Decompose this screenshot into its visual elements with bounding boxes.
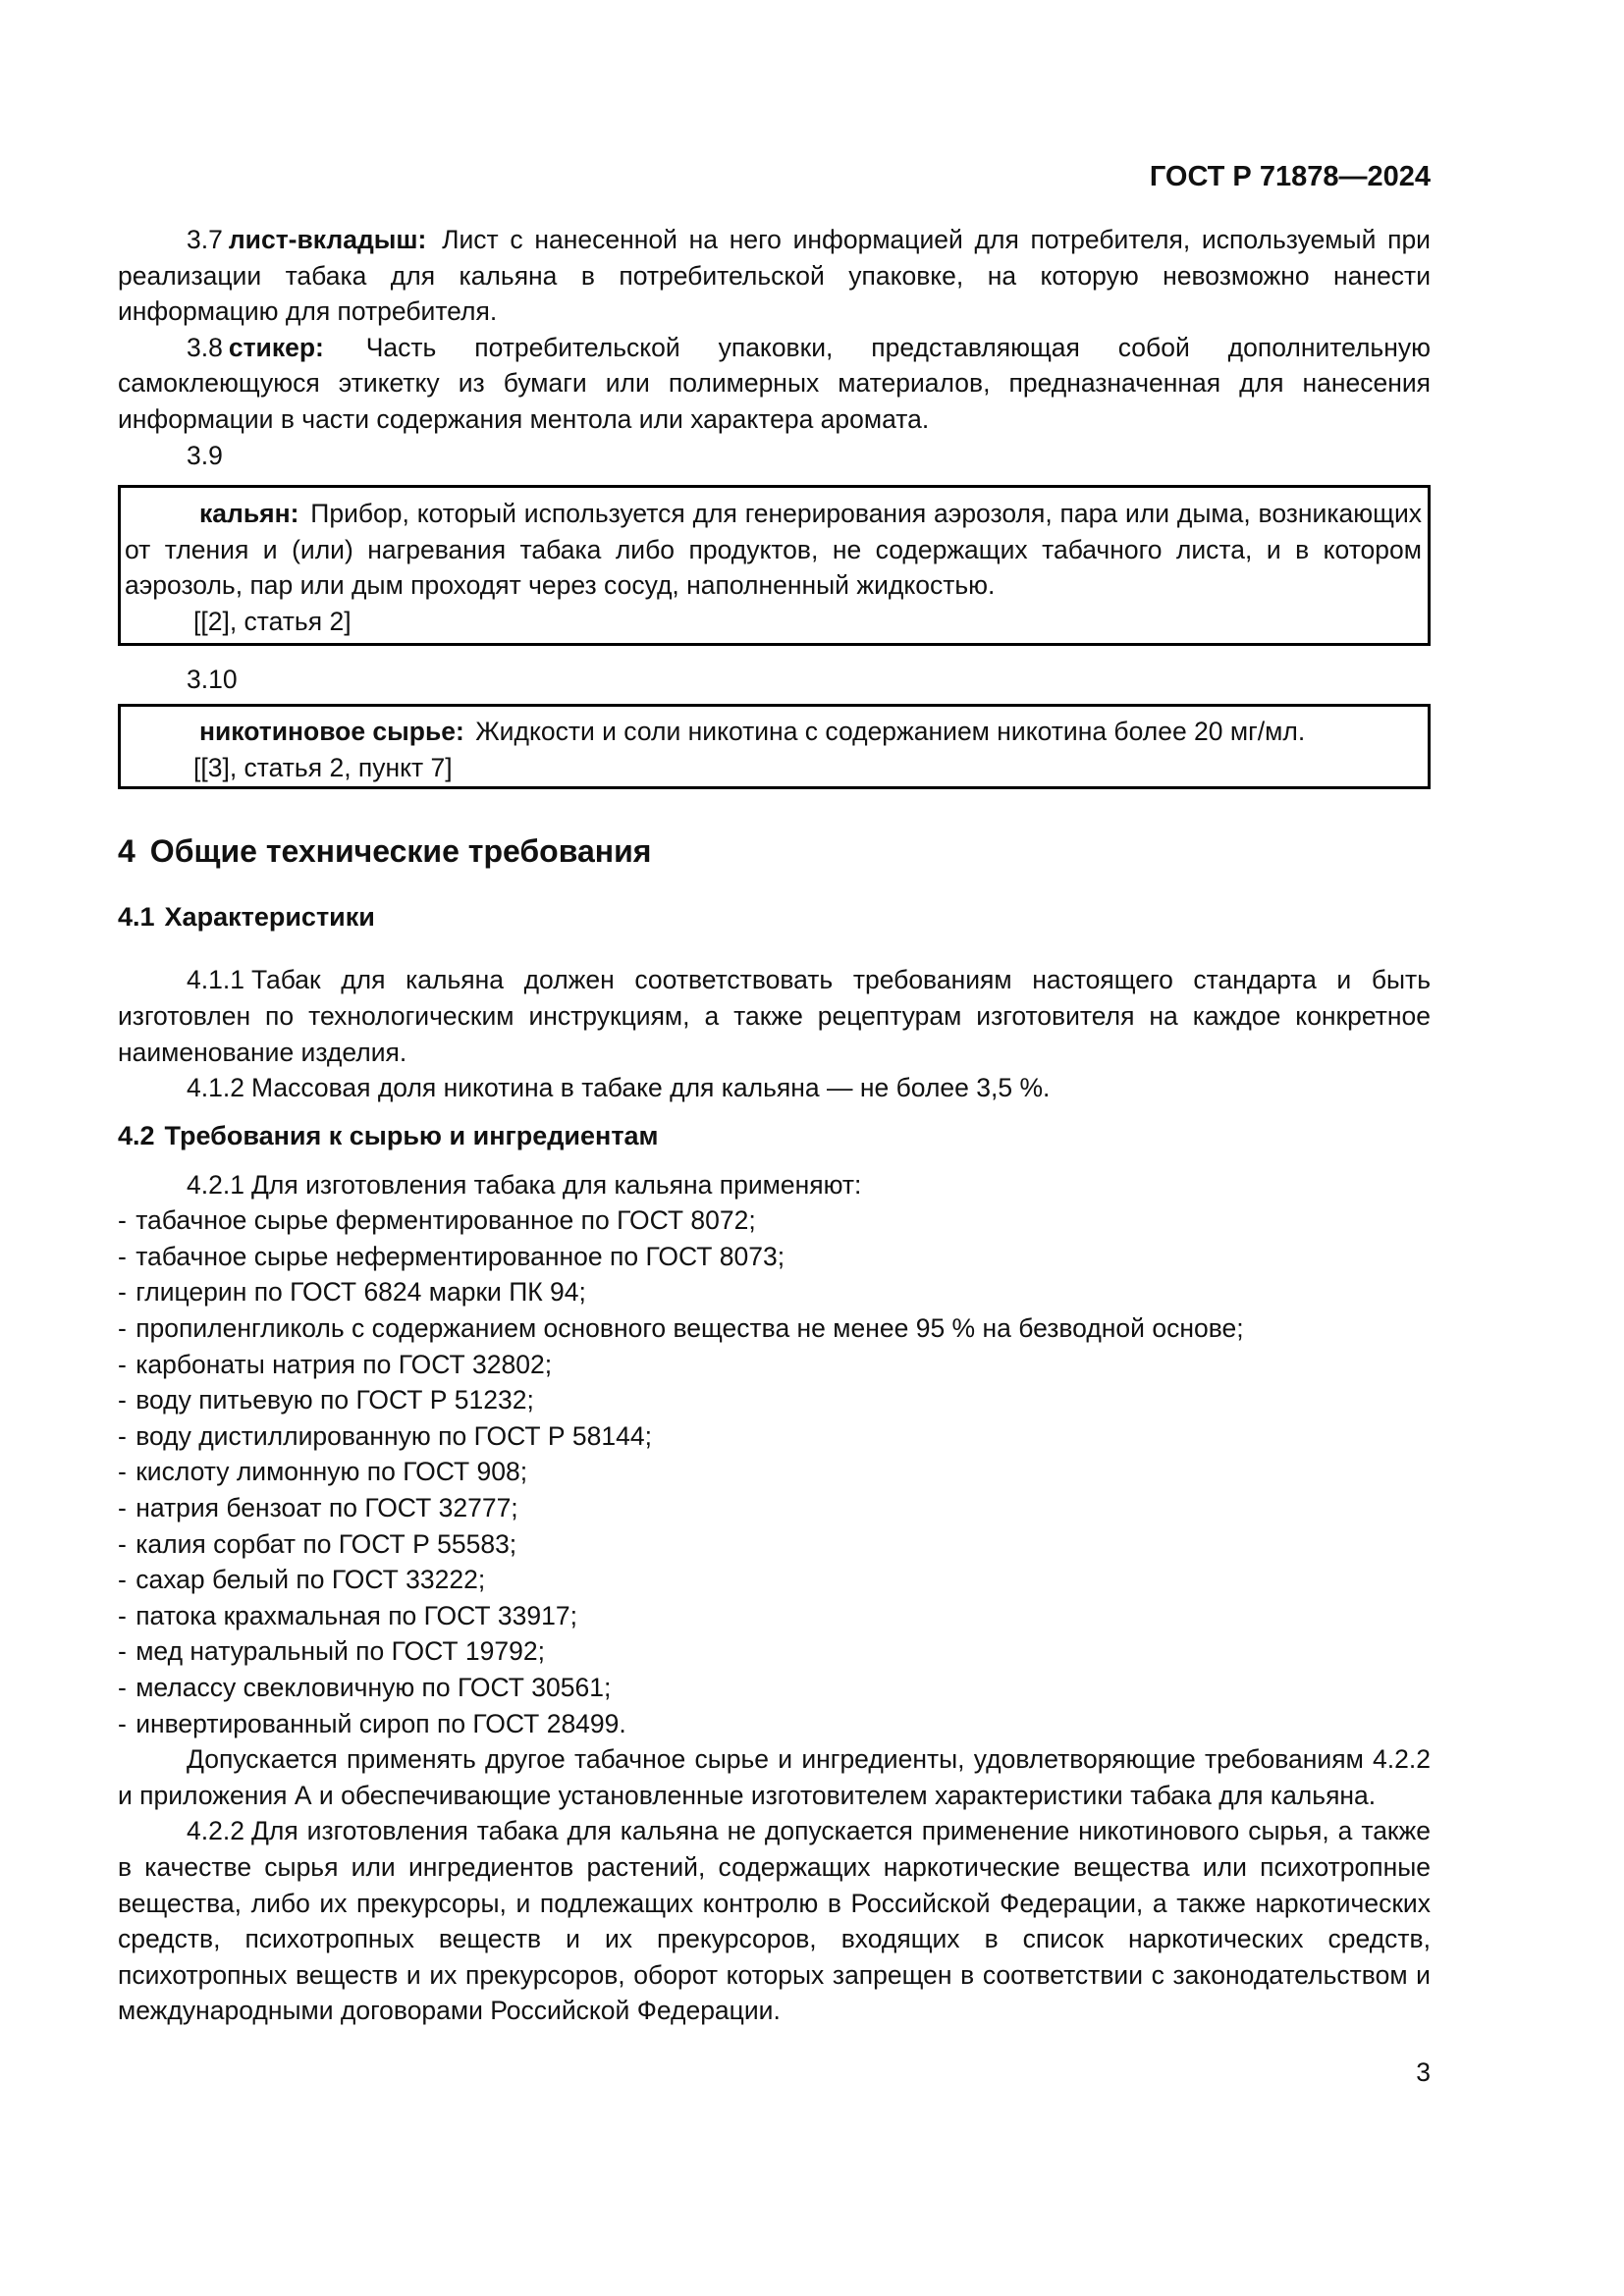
ingredient-text-10: калия сорбат по ГОСТ Р 55583; [135,1528,517,1559]
subsection-4-2-number: 4.2 [118,1120,155,1150]
term-3-9: кальян: [199,499,299,529]
ingredient-item-9 [118,1490,1431,1526]
clause-number-4-2-2: 4.2.2 [187,1816,244,1846]
subsection-4-1-title: Характеристики [164,902,375,933]
subsection-4-2-heading [118,1118,1431,1153]
subsection-4-1-number: 4.1 [118,902,155,933]
term-3-10: никотиновое сырье: [199,717,464,747]
paragraph-text-4-1-1: Табак для кальяна должен соответствовать требованиям настоящего стандарта и быть изготовлен по технологическим инструкциям, а также рецептурам изготовителя на каждое конкретное наименование изделия. [118,965,1431,1067]
ingredient-item-4 [118,1310,1431,1347]
ingredient-item-12 [118,1598,1431,1634]
ingredient-item-13 [118,1633,1431,1670]
definition-text-3-7: Лист с нанесенной на него информацией для потребителя, используемый при реализации табака для кальяна в потребительской упаковке, на которую невозможно нанести информацию для потребителя. [118,225,1431,327]
ingredient-item-6 [118,1382,1431,1418]
list-dash: - [118,1636,127,1667]
boxed-definition-3-10 [118,704,1431,789]
list-dash: - [118,1349,127,1379]
boxed-definition-3-10-body [125,714,1422,750]
list-dash: - [118,1673,127,1702]
source-reference-3-10: [[3], статья 2, пункт 7] [193,752,453,782]
paragraph-4-1-1 [118,962,1431,1070]
ingredient-item-8 [118,1454,1431,1490]
list-dash: - [118,1457,127,1487]
ingredient-item-11 [118,1562,1431,1598]
list-dash: - [118,1600,127,1630]
list-dash: - [118,1565,127,1595]
clause-number-4-2-1: 4.2.1 [187,1169,244,1200]
list-dash: - [118,1205,127,1236]
clause-number-3-8: 3.8 [187,332,223,362]
paragraph-4-2-1 [118,1167,1431,1203]
clause-number-4-1-1: 4.1.1 [187,965,244,995]
ingredient-item-14 [118,1670,1431,1706]
paragraph-text-4-1-2: Массовая доля никотина в табаке для кальяна — не более 3,5 %. [250,1073,1051,1103]
list-dash: - [118,1241,127,1271]
ingredient-item-7 [118,1418,1431,1455]
ingredient-text-5: карбонаты натрия по ГОСТ 32802; [135,1349,553,1379]
paragraph-4-1-2 [118,1070,1431,1106]
ingredient-text-11: сахар белый по ГОСТ 33222; [135,1565,486,1595]
clause-number-3-9: 3.9 [187,440,223,470]
list-dash: - [118,1528,127,1559]
paragraph-text-4-2-2: Для изготовления табака для кальяна не допускается применение никотинового сырья, а также в качестве сырья или ингредиентов растений, содержащих наркотические вещества или психотропные вещества, либо их прекурсоры, и подлежащих контролю в Российской Федерации, а также наркотических средств, психотропных веществ и их прекурсоров, входящих в список наркотических средств, психотропных веществ и их прекурсоров, оборот которых запрещен в соответствии с законодательством и международными договорами Российской Федерации. [118,1816,1431,2026]
list-dash: - [118,1708,127,1738]
definition-3-8 [118,330,1431,438]
ingredient-item-3 [118,1274,1431,1310]
source-reference-3-9: [[2], статья 2] [193,606,352,636]
ingredient-item-15 [118,1706,1431,1742]
ingredient-text-4: пропиленгликоль с содержанием основного вещества не менее 95 % на безводной основе; [135,1313,1244,1344]
list-dash: - [118,1420,127,1451]
paragraph-text-4-2-1: Для изготовления табака для кальяна применяют: [250,1169,862,1200]
term-3-8: стикер: [228,332,324,362]
ingredient-text-7: воду дистиллированную по ГОСТ Р 58144; [135,1420,652,1451]
document-code-header: ГОСТ Р 71878—2024 [1149,161,1431,192]
page-content [118,159,1431,2091]
definition-3-7 [118,222,1431,330]
definition-text-3-10: Жидкости и соли никотина с содержанием никотина более 20 мг/мл. [475,717,1306,747]
clause-number-3-7: 3.7 [187,225,223,254]
ingredient-item-2 [118,1239,1431,1275]
subsection-4-1-heading [118,899,1431,934]
ingredient-item-10 [118,1526,1431,1563]
section-4-title: Общие технические требования [149,833,652,870]
page-number: 3 [1416,2056,1431,2087]
ingredient-text-6: воду питьевую по ГОСТ Р 51232; [135,1385,534,1415]
paragraph-other-ingredients: Допускается применять другое табачное сырье и ингредиенты, удовлетворяющие требованиям 4.2.2 и приложения А и обеспечивающие установленные изготовителем характеристики табака для кальяна. [118,1744,1431,1810]
ingredient-text-9: натрия бензоат по ГОСТ 32777; [135,1493,518,1523]
ingredient-text-8: кислоту лимонную по ГОСТ 908; [135,1457,528,1487]
list-dash: - [118,1385,127,1415]
ingredient-text-15: инвертированный сироп по ГОСТ 28499. [135,1708,626,1738]
subsection-4-2-title: Требования к сырью и ингредиентам [164,1120,659,1150]
ingredient-item-1 [118,1202,1431,1239]
ingredient-text-13: мед натуральный по ГОСТ 19792; [135,1636,545,1667]
boxed-definition-3-9 [118,485,1431,645]
ingredient-item-5 [118,1347,1431,1383]
section-4-heading [118,830,1431,872]
ingredient-text-3: глицерин по ГОСТ 6824 марки ПК 94; [135,1277,586,1308]
term-3-7: лист-вкладыш: [228,225,427,254]
list-dash: - [118,1277,127,1308]
ingredient-text-2: табачное сырье неферментированное по ГОСТ 8073; [135,1241,785,1271]
list-dash: - [118,1313,127,1344]
definition-text-3-9: Прибор, который используется для генерирования аэрозоля, пара или дыма, возникающих от тления и (или) нагревания табака либо продуктов, не содержащих табачного листа, и в котором аэрозоль, пар или дым проходят через сосуд, наполненный жидкостью. [125,499,1422,601]
ingredient-text-1: табачное сырье ферментированное по ГОСТ 8072; [135,1205,756,1236]
list-dash: - [118,1493,127,1523]
definition-text-3-8: Часть потребительской упаковки, представляющая собой дополнительную самоклеющуюся этикетку из бумаги или полимерных материалов, предназначенная для нанесения информации в части содержания ментола или характера аромата. [118,332,1431,434]
clause-number-4-1-2: 4.1.2 [187,1073,244,1103]
ingredient-text-12: патока крахмальная по ГОСТ 33917; [135,1600,577,1630]
paragraph-4-2-2 [118,1813,1431,2029]
clause-number-3-10: 3.10 [187,664,238,694]
boxed-definition-3-9-body [125,496,1422,604]
ingredient-text-14: мелассу свекловичную по ГОСТ 30561; [135,1673,612,1702]
section-4-number: 4 [118,833,135,870]
